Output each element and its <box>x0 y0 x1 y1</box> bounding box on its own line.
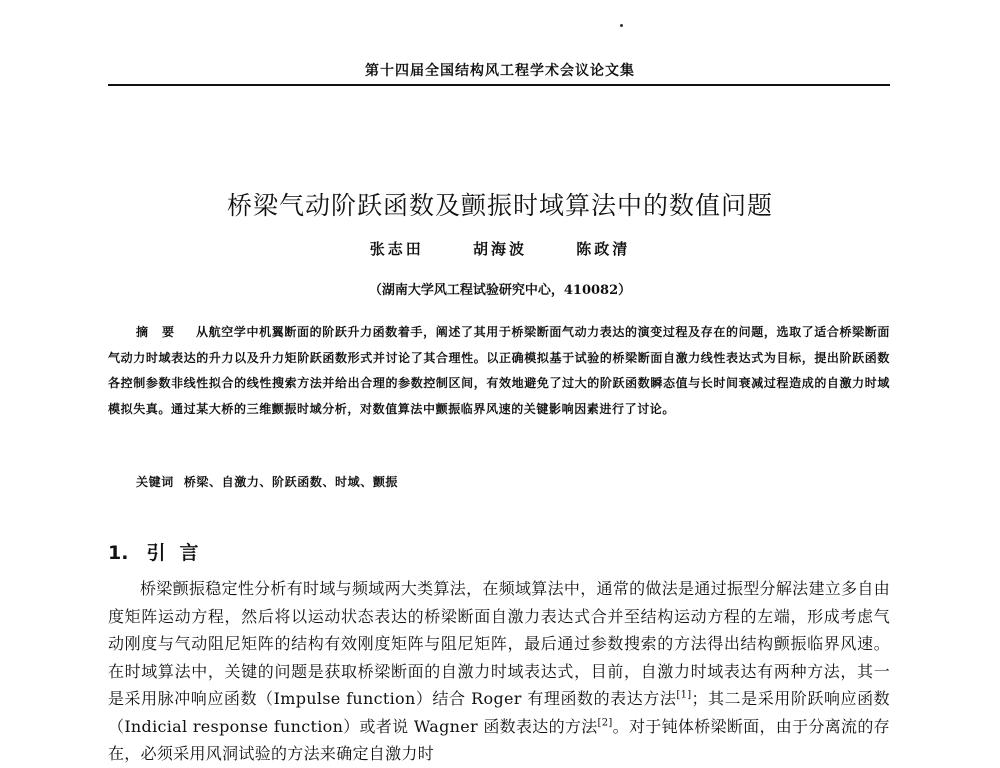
section-title: 引言 <box>146 542 213 564</box>
keywords-text: 桥梁、自激力、阶跃函数、时域、颤振 <box>183 475 399 489</box>
paragraph-text: ；其二是采用阶跃响应函数（Indicial response function）或者说 Wagner 函数表达的方法 <box>108 689 890 736</box>
running-header: 第十四届全国结构风工程学术会议论文集 <box>365 63 635 79</box>
keywords-label: 关键词 <box>136 475 174 489</box>
paragraph-text: 。对于钝体桥梁断面，由于分离流的存在，必须采用风洞试验的方法来确定自激力时 <box>108 716 890 763</box>
section-number: 1. <box>108 542 129 564</box>
author-1: 张志田 <box>369 240 424 258</box>
section-heading <box>108 538 212 565</box>
citation-1[interactable]: [1] <box>676 689 692 701</box>
intro-paragraph <box>108 575 890 768</box>
abstract <box>108 320 890 422</box>
author-list <box>0 238 1000 259</box>
keywords <box>136 473 398 490</box>
author-2: 胡海波 <box>472 240 527 258</box>
author-3: 陈政清 <box>576 240 631 258</box>
header-rule <box>108 84 890 86</box>
paper-title: 桥梁气动阶跃函数及颤振时域算法中的数值问题 <box>226 191 773 220</box>
affiliation: （湖南大学风工程试验研究中心，410082） <box>368 283 632 298</box>
scan-dot <box>620 24 623 27</box>
citation-2[interactable]: [2] <box>597 717 613 729</box>
abstract-label: 摘要 <box>136 325 189 339</box>
paragraph-text: 桥梁颤振稳定性分析有时域与频域两大类算法，在频域算法中，通常的做法是通过振型分解法建立多自由度矩阵运动方程，然后将以运动状态表达的桥梁断面自激力表达式合并至结构运动方程的左端，形成考虑气动刚度与气动阻尼矩阵的结构有效刚度矩阵与阻尼矩阵，最后通过参数搜索的方法得出结构颤振临界风速。在时域算法中，关键的问题是获取桥梁断面的自激力时域表达式，目前，自激力时域表达有两种方法，其一是采用脉冲响应函数（Impulse function）结合 Roger 有理函数的表达方法 <box>108 579 890 708</box>
abstract-text: 从航空学中机翼断面的阶跃升力函数着手，阐述了其用于桥梁断面气动力表达的演变过程及存在的问题，选取了适合桥梁断面气动力时域表达的升力以及升力矩阶跃函数形式并讨论了其合理性。以正确模拟基于试验的桥梁断面自激力线性表达式为目标，提出阶跃函数各控制参数非线性拟合的线性搜索方法并给出合理的参数控制区间，有效地避免了过大的阶跃函数瞬态值与长时间衰减过程造成的自激力时域模拟失真。通过某大桥的三维颤振时域分析，对数值算法中颤振临界风速的关键影响因素进行了讨论。 <box>108 325 890 416</box>
